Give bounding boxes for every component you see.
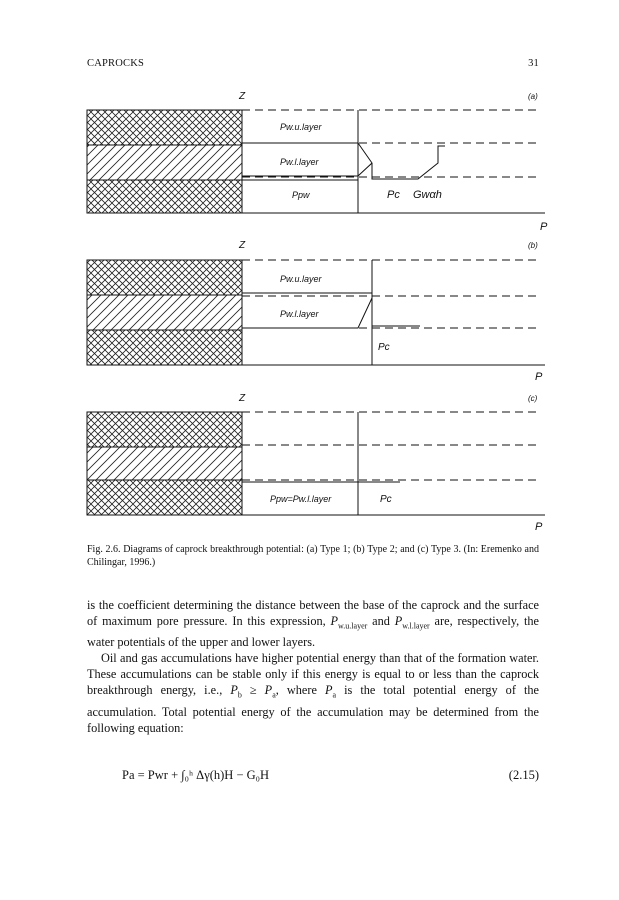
var-symbol: P	[330, 614, 339, 628]
p-label-b: P	[535, 371, 543, 383]
text-span: is the total potential energy of the accumulation. Total potential energy of the accumulation may be determined from the following equation:	[87, 683, 539, 735]
z-label-c: Z	[239, 393, 246, 404]
z-label-b: Z	[239, 240, 246, 251]
paragraph-1	[87, 597, 539, 650]
label-pc-b: Pc	[378, 342, 390, 353]
label-lower-layer-a: Pw.l.layer	[280, 157, 319, 167]
label-pore-a: Ppw	[292, 190, 310, 200]
label-pc-c: Pc	[380, 494, 392, 505]
var-subscript: w.l.layer	[402, 621, 430, 631]
text-span: Oil and gas accumulations have higher potential energy than that of the formation water. These accumulations can be stable only if this energy is equal to or less than the caprock breakthrough energy, i.e.,	[87, 651, 539, 698]
var-pwl	[394, 614, 430, 631]
var-subscript: a	[332, 690, 337, 700]
body-text	[87, 597, 539, 736]
var-symbol: P	[324, 683, 333, 698]
equation-2-15	[0, 760, 619, 800]
label-gw-a: Gwαh	[413, 189, 442, 201]
var-subscript: a	[272, 690, 276, 700]
text-span: , where	[275, 683, 325, 698]
var-pa	[264, 683, 276, 700]
p-label-a: P	[540, 221, 548, 233]
var-symbol: P	[394, 614, 403, 628]
text-span: are, respectively, the water potentials of the upper and lower layers.	[87, 614, 540, 650]
label-pc-a: Pc	[387, 189, 400, 201]
label-lower-layer-b: Pw.l.layer	[280, 309, 319, 319]
paragraph-2	[87, 650, 539, 735]
p-label-c: P	[535, 521, 543, 533]
var-subscript: w.u.layer	[338, 621, 368, 631]
figure-caption: Fig. 2.6. Diagrams of caprock breakthrough potential: (a) Type 1; (b) Type 2; and (c) Type 3. (In: Eremenko and Chilingar, 1996.)	[87, 544, 539, 568]
panel-tag-c: (c)	[528, 394, 538, 403]
var-pb	[230, 683, 242, 700]
label-upper-layer-a: Pw.u.layer	[280, 122, 322, 132]
var-pwu	[330, 614, 368, 631]
running-title: CAPROCKS	[87, 58, 145, 69]
panel-tag-b: (b)	[528, 241, 538, 250]
page-number: 31	[528, 58, 539, 69]
label-upper-layer-b: Pw.u.layer	[280, 274, 322, 284]
var-pa	[324, 683, 337, 700]
equation-formula: Pa = Pwr + ∫₀ʰ Δγ(h)H − G₀H	[122, 768, 270, 782]
z-label-a: Z	[239, 91, 246, 102]
text-span: and	[367, 614, 395, 628]
label-pore-c: Ppw=Pw.l.layer	[270, 494, 332, 504]
var-subscript: b	[237, 690, 242, 700]
text-span: is the coefficient determining the distance between the base of the caprock and the surface of maximum pore pressure. In this expression,	[87, 598, 539, 628]
panel-tag-a: (a)	[528, 92, 538, 101]
var-symbol: P	[230, 683, 238, 698]
var-symbol: P	[264, 683, 273, 698]
equation-number: (2.15)	[508, 768, 539, 782]
text-span: ≥	[241, 683, 265, 698]
